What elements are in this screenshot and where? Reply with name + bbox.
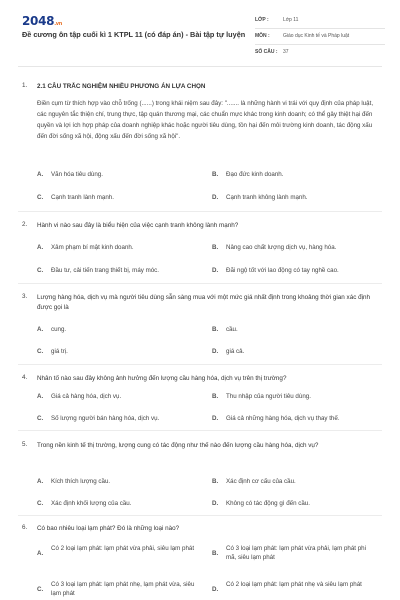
option-letter: D. (212, 348, 219, 355)
option-letter: D. (212, 194, 219, 201)
question-number: 4. (22, 374, 28, 381)
option-text: Xác định khối lượng của cầu. (51, 500, 132, 507)
option-text: Có 3 loại lạm phát: lạm phát nhẹ, lạm phát vừa, siêu lạm phát (51, 581, 195, 597)
meta-value: Giáo dục Kinh tế và Pháp luật (283, 33, 350, 39)
option-letter: A. (37, 326, 44, 333)
question-text: Lượng hàng hóa, dịch vụ mà người tiêu dùng sẵn sàng mua với một mức giá nhất định trong khoảng thời gian xác định được gọi là (37, 294, 371, 311)
option-text: Giá cả hàng hóa, dịch vụ. (51, 393, 122, 400)
option-text: Nâng cao chất lượng dịch vụ, hàng hóa. (226, 244, 337, 251)
question-divider (18, 283, 382, 284)
question-number: 5. (22, 441, 28, 448)
question-text: Có bao nhiêu loại lạm phát? Đó là những loại nào? (37, 525, 180, 532)
option-text: giá cả. (226, 348, 245, 355)
option-text: cầu. (226, 326, 238, 333)
question-number: 3. (22, 293, 28, 300)
option-text: Cạnh tranh lành mạnh. (51, 194, 114, 201)
option-text: Văn hóa tiêu dùng. (51, 171, 103, 178)
option-text: Đầu tư, cải tiến trang thiết bị, máy móc. (51, 267, 160, 274)
section-heading: 2.1 CÂU TRẮC NGHIỆM NHIỀU PHƯƠNG ÁN LỰA CHỌN (37, 83, 206, 90)
option-letter: B. (212, 478, 219, 485)
meta-row-count (255, 45, 385, 61)
option-text: cung. (51, 326, 67, 333)
option-text: Không có tác động gì đến cầu. (226, 500, 310, 507)
option-text: Có 2 loại lạm phát: lạm phát nhẹ và siêu lạm phát (226, 581, 362, 588)
logo-main: 2048 (22, 14, 55, 28)
option-letter: B. (212, 244, 219, 251)
meta-row-class (255, 13, 385, 29)
option-text: Thu nhập của người tiêu dùng. (226, 393, 311, 400)
option-letter: C. (37, 267, 44, 274)
option-text: Xác định cơ cấu của cầu. (226, 478, 296, 485)
question-text: Nhân tố nào sau đây không ảnh hưởng đến lượng cầu hàng hóa, dịch vụ trên thị trường? (37, 375, 287, 382)
question-divider (18, 364, 382, 365)
option-letter: C. (37, 415, 44, 422)
option-letter: A. (37, 244, 44, 251)
option-text: Kích thích lượng cầu. (51, 478, 111, 485)
question-text: Trong nền kinh tế thị trường, lượng cung có tác động như thế nào đến lượng cầu hàng hóa, dịch vụ? (37, 442, 319, 449)
question-number: 1. (22, 82, 28, 89)
option-text: Xâm phạm bí mật kinh doanh. (51, 244, 134, 251)
document-meta (255, 13, 385, 61)
option-text: Số lượng người bán hàng hóa, dịch vụ. (51, 415, 160, 422)
option-letter: D. (212, 415, 219, 422)
option-letter: A. (37, 393, 44, 400)
question-divider (18, 430, 382, 431)
question-number: 2. (22, 221, 28, 228)
option-letter: C. (37, 586, 44, 593)
option-letter: A. (37, 478, 44, 485)
option-text: Có 2 loại lạm phát: lạm phát vừa phải, siêu lạm phát (51, 545, 195, 552)
option-text: Đãi ngộ tốt với lao động có tay nghề cao. (226, 267, 339, 274)
question-text: Hành vi nào sau đây là biểu hiện của việc cạnh tranh không lành mạnh? (37, 222, 239, 229)
option-text: Đạo đức kinh doanh. (226, 171, 284, 178)
meta-row-subject (255, 29, 385, 45)
option-letter: D. (212, 500, 219, 507)
site-logo[interactable] (22, 14, 62, 28)
option-letter: B. (212, 393, 219, 400)
option-letter: D. (212, 586, 219, 593)
option-letter: A. (37, 550, 44, 557)
option-text: giá trị. (51, 348, 68, 355)
option-letter: B. (212, 550, 219, 557)
option-letter: D. (212, 267, 219, 274)
question-passage: Điền cụm từ thích hợp vào chỗ trống (......) trong khái niệm sau đây: "....... là những hành vi trái với quy định của pháp luật, các nguyên tắc thiện chí, trung thực, tập quán thương mại, các chuẩn mực khác trong kinh doanh; có thể gây thiệt hại đến quyền và lợi ích hợp pháp của doanh nghiệp khác hoặc người tiêu dùng, tồn hại đến môi trường kinh doanh, tác động xấu đến đời sống xã hội, động xấu đến đời sống xã hội". (37, 100, 374, 140)
option-text: Có 3 loại lạm phát: lạm phát vừa phải, lạm phát phi mã, siêu lạm phát (226, 545, 367, 561)
question-divider (18, 515, 382, 516)
option-letter: C. (37, 500, 44, 507)
logo-suffix: .vn (54, 21, 63, 27)
question-divider (18, 211, 382, 212)
option-letter: A. (37, 171, 44, 178)
option-text: Giá cả những hàng hóa, dịch vụ thay thế. (226, 415, 340, 422)
option-letter: C. (37, 348, 44, 355)
page-header (0, 0, 400, 62)
document-title: Đề cương ôn tập cuối kì 1 KTPL 11 (có đáp án) - Bài tập tự luyện (22, 30, 246, 39)
question-number: 6. (22, 524, 28, 531)
option-letter: B. (212, 171, 219, 178)
option-letter: B. (212, 326, 219, 333)
meta-value: 37 (283, 49, 289, 55)
meta-key: LỚP : (255, 17, 269, 23)
option-letter: C. (37, 194, 44, 201)
header-divider (18, 66, 382, 67)
option-text: Cạnh tranh không lành mạnh. (226, 194, 308, 201)
meta-key: SỐ CÂU : (255, 49, 278, 55)
meta-value: Lớp 11 (283, 17, 299, 23)
meta-key: MÔN : (255, 33, 270, 39)
